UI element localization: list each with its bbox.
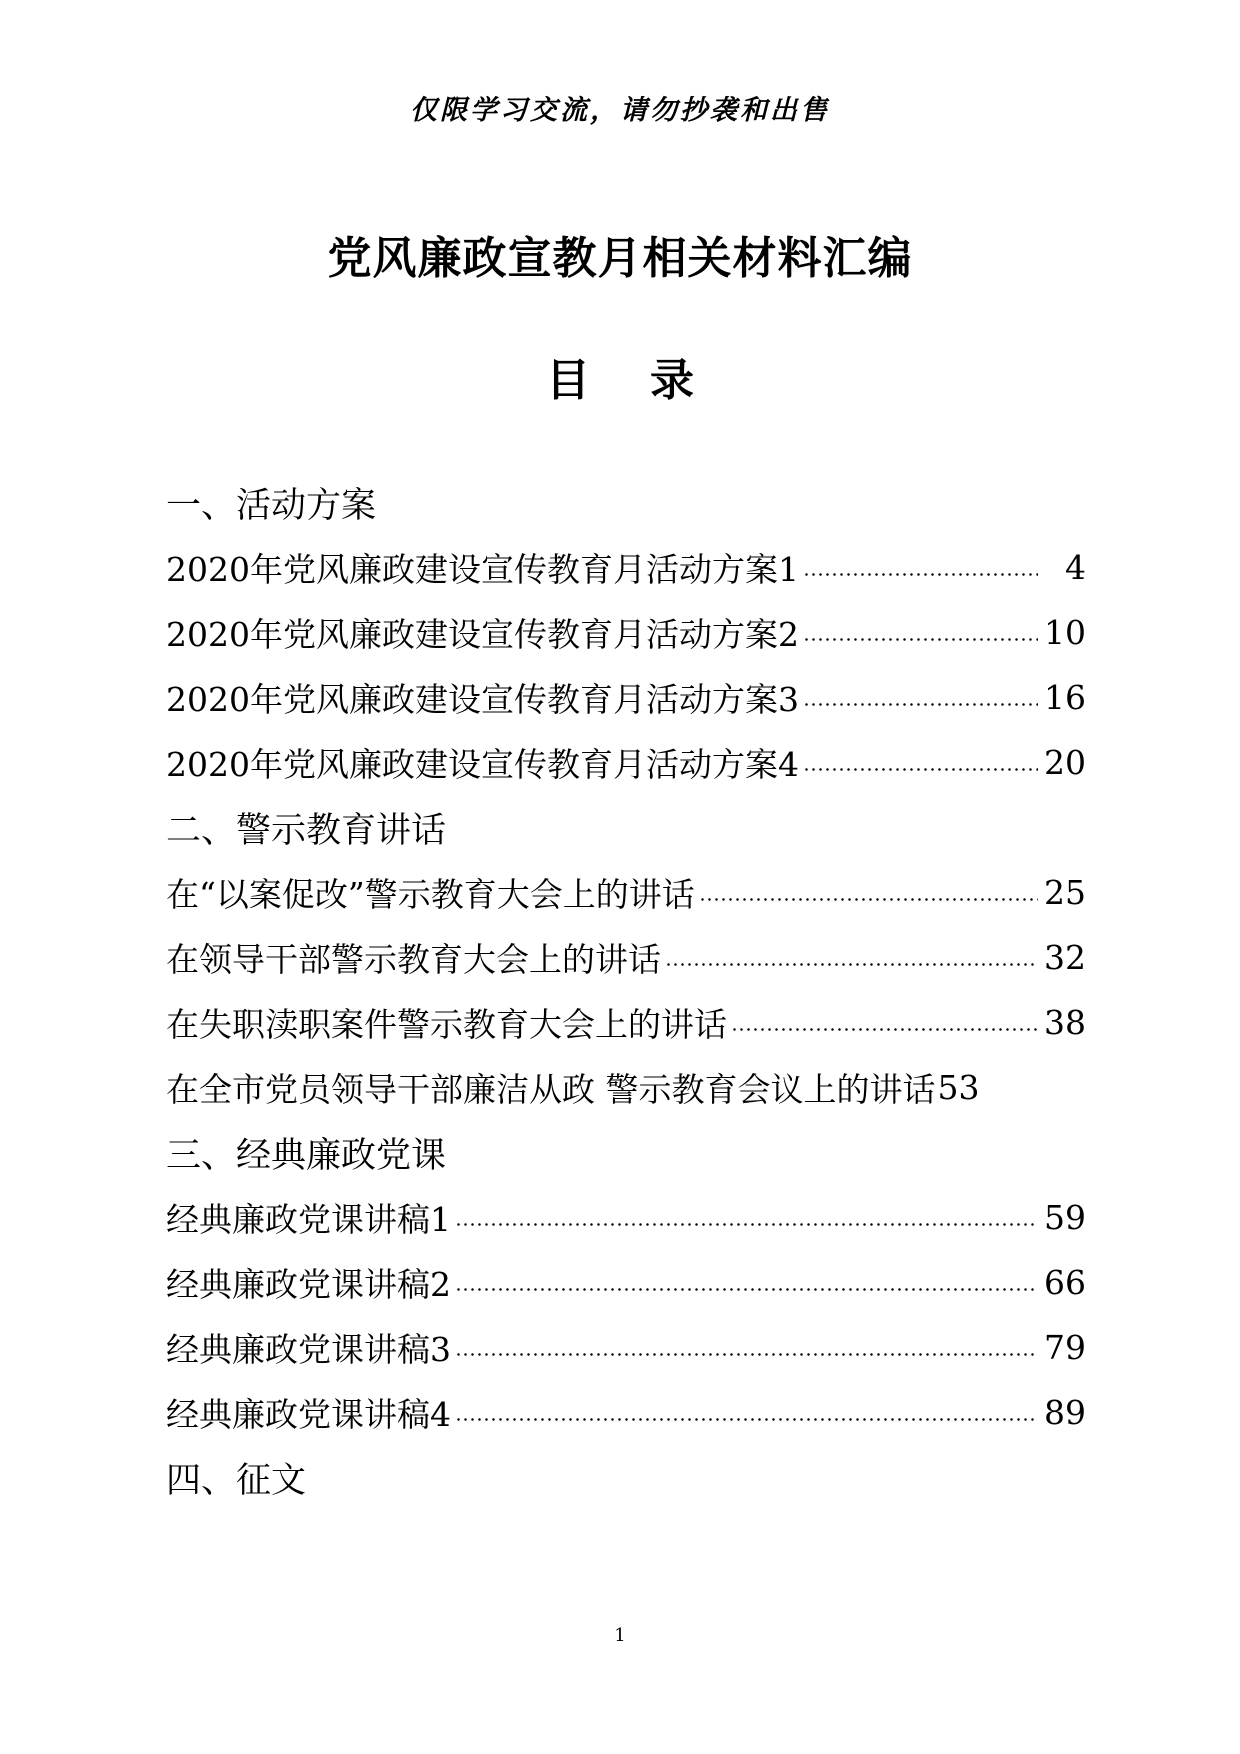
toc-entry-page-number: 20 — [1044, 743, 1086, 782]
toc-entry-title: 在领导干部警示教育大会上的讲话 — [166, 940, 661, 979]
toc-entry-page-number: 16 — [1044, 678, 1086, 717]
toc-entry-title: 经典廉政党课讲稿1 — [166, 1200, 451, 1239]
toc-heading — [0, 344, 1240, 408]
dot-leader — [803, 703, 1038, 706]
document-title: 党风廉政宣教月相关材料汇编 — [327, 233, 913, 284]
toc-entry-title: 经典廉政党课讲稿2 — [166, 1265, 451, 1304]
toc-section-heading: 三、经典廉政党课 — [166, 1135, 447, 1176]
toc-entry[interactable] — [166, 535, 1086, 600]
page-number: 1 — [614, 1625, 626, 1646]
toc-entry-title: 2020年党风廉政建设宣传教育月活动方案4 — [166, 745, 799, 784]
toc-entry-title: 2020年党风廉政建设宣传教育月活动方案2 — [166, 615, 799, 654]
dot-leader — [731, 1028, 1038, 1031]
toc-entry-page-number: 32 — [1044, 938, 1086, 977]
toc-entry[interactable] — [166, 1055, 1086, 1120]
toc-entry-page-number: 66 — [1044, 1263, 1086, 1302]
toc-entry-page-number: 38 — [1044, 1003, 1086, 1042]
toc-entry[interactable] — [166, 925, 1086, 990]
toc-heading-char-2: 录 — [650, 355, 694, 406]
toc-entry-title: 经典廉政党课讲稿3 — [166, 1330, 451, 1369]
toc-entry-page-number: 79 — [1044, 1328, 1086, 1367]
toc-entry-title: 2020年党风廉政建设宣传教育月活动方案3 — [166, 680, 799, 719]
table-of-contents — [166, 470, 1086, 1510]
toc-entry-title: 在全市党员领导干部廉洁从政 警示教育会议上的讲话 — [166, 1070, 936, 1109]
toc-entry-title: 经典廉政党课讲稿4 — [166, 1395, 451, 1434]
toc-section-heading: 二、警示教育讲话 — [166, 810, 447, 851]
dot-leader — [699, 898, 1038, 901]
toc-entry-page-number: 4 — [1065, 548, 1086, 587]
toc-entry[interactable] — [166, 600, 1086, 665]
toc-section-heading: 一、活动方案 — [166, 485, 377, 526]
toc-entry-page-number: 53 — [937, 1068, 980, 1107]
toc-entry-title: 在“以案促改”警示教育大会上的讲话 — [166, 875, 695, 914]
toc-heading-char-1: 目 — [546, 355, 590, 406]
toc-entry-page-number: 59 — [1044, 1198, 1086, 1237]
toc-entry[interactable] — [166, 665, 1086, 730]
toc-entry[interactable] — [166, 990, 1086, 1055]
toc-entry-title: 在失职渎职案件警示教育大会上的讲话 — [166, 1005, 727, 1044]
toc-section-heading: 四、征文 — [166, 1460, 307, 1501]
dot-leader — [455, 1288, 1038, 1291]
dot-leader — [803, 768, 1038, 771]
dot-leader — [455, 1223, 1038, 1226]
toc-entry-page-number: 10 — [1044, 613, 1086, 652]
dot-leader — [455, 1418, 1038, 1421]
dot-leader — [803, 573, 1038, 576]
toc-entry[interactable] — [166, 1380, 1086, 1445]
header-note: 仅限学习交流，请勿抄袭和出售 — [410, 95, 830, 126]
dot-leader — [803, 638, 1038, 641]
toc-entry-page-number: 89 — [1044, 1393, 1086, 1432]
toc-entry[interactable] — [166, 860, 1086, 925]
toc-entry[interactable] — [166, 1315, 1086, 1380]
dot-leader — [665, 963, 1038, 966]
toc-entry-page-number: 25 — [1044, 873, 1086, 912]
toc-entry[interactable] — [166, 730, 1086, 795]
toc-entry[interactable] — [166, 1250, 1086, 1315]
dot-leader — [455, 1353, 1038, 1356]
toc-entry-title: 2020年党风廉政建设宣传教育月活动方案1 — [166, 550, 799, 589]
toc-entry[interactable] — [166, 1185, 1086, 1250]
